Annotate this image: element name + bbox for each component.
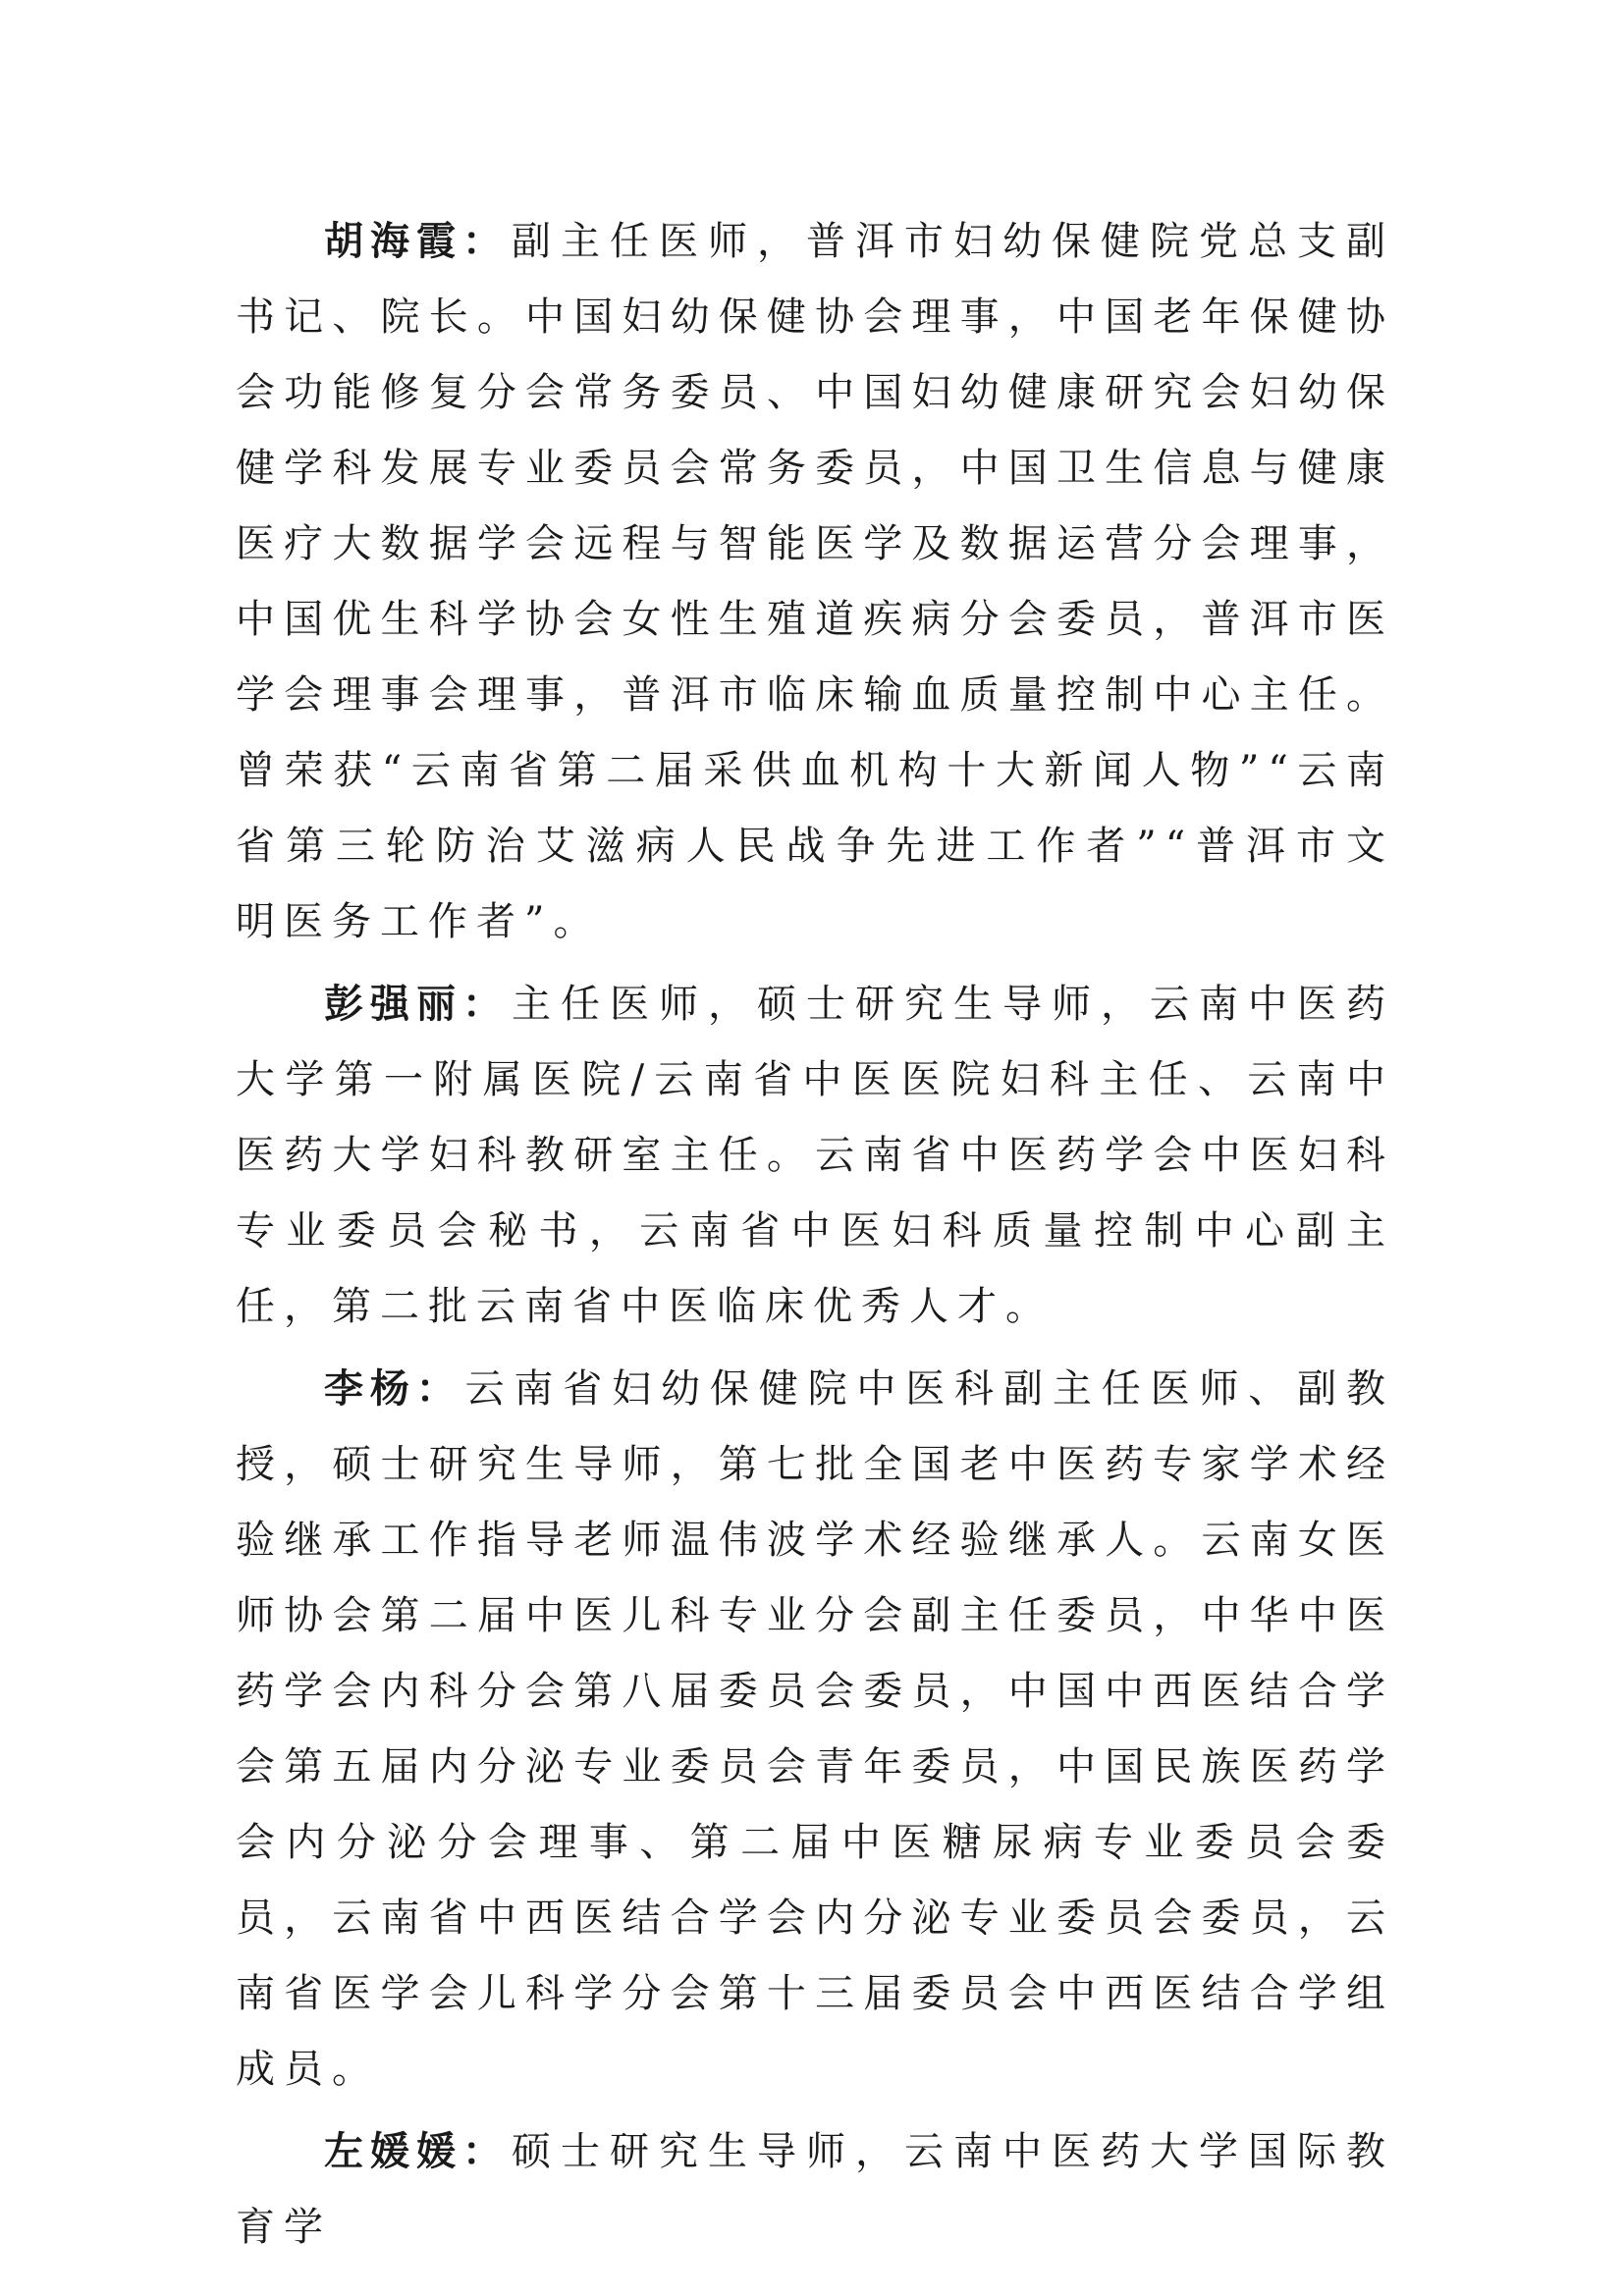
bio-name-colon: ：	[462, 219, 512, 264]
bio-name-colon: ：	[462, 2129, 512, 2174]
bio-paragraph-hu-haixia	[236, 204, 1394, 960]
bio-name: 左媛媛	[324, 2129, 462, 2174]
bio-paragraph-li-yang	[236, 1352, 1394, 2108]
bio-text: 硕士研究生导师，云南中医药大学国际教育学	[236, 2129, 1394, 2250]
bio-name-colon: ：	[462, 982, 512, 1027]
document-page	[236, 204, 1394, 2272]
bio-text: 云南省妇幼保健院中医科副主任医师、副教授，硕士研究生导师，第七批全国老中医药专家学术经验继承工作指导老师温伟波学术经验继承人。云南女医师协会第二届中医儿科专业分会副主任委员，中华中医药学会内科分会第八届委员会委员，中国中西医结合学会第五届内分泌专业委员会青年委员，中国民族医药学会内分泌分会理事、第二届中医糖尿病专业委员会委员，云南省中西医结合学会内分泌专业委员会委员，云南省医学会儿科学分会第十三届委员会中西医结合学组成员。	[236, 1366, 1395, 2092]
bio-name: 李杨	[324, 1366, 416, 1412]
bio-name: 胡海霞	[324, 219, 462, 264]
bio-paragraph-peng-qiangli	[236, 967, 1394, 1345]
bio-text: 副主任医师，普洱市妇幼保健院党总支副书记、院长。中国妇幼保健协会理事，中国老年保健协会功能修复分会常务委员、中国妇幼健康研究会妇幼保健学科发展专业委员会常务委员，中国卫生信息与健康医疗大数据学会远程与智能医学及数据运营分会理事，中国优生科学协会女性生殖道疾病分会委员，普洱市医学会理事会理事，普洱市临床输血质量控制中心主任。曾荣获“云南省第二届采供血机构十大新闻人物”“云南省第三轮防治艾滋病人民战争先进工作者”“普洱市文明医务工作者”。	[236, 219, 1394, 944]
bio-paragraph-zuo-yuanyuan	[236, 2114, 1394, 2266]
bio-name-colon: ：	[415, 1366, 465, 1412]
bio-name: 彭强丽	[324, 982, 462, 1027]
bio-text: 主任医师，硕士研究生导师，云南中医药大学第一附属医院/云南省中医医院妇科主任、云南中医药大学妇科教研室主任。云南省中医药学会中医妇科专业委员会秘书，云南省中医妇科质量控制中心副主任，第二批云南省中医临床优秀人才。	[236, 982, 1394, 1329]
